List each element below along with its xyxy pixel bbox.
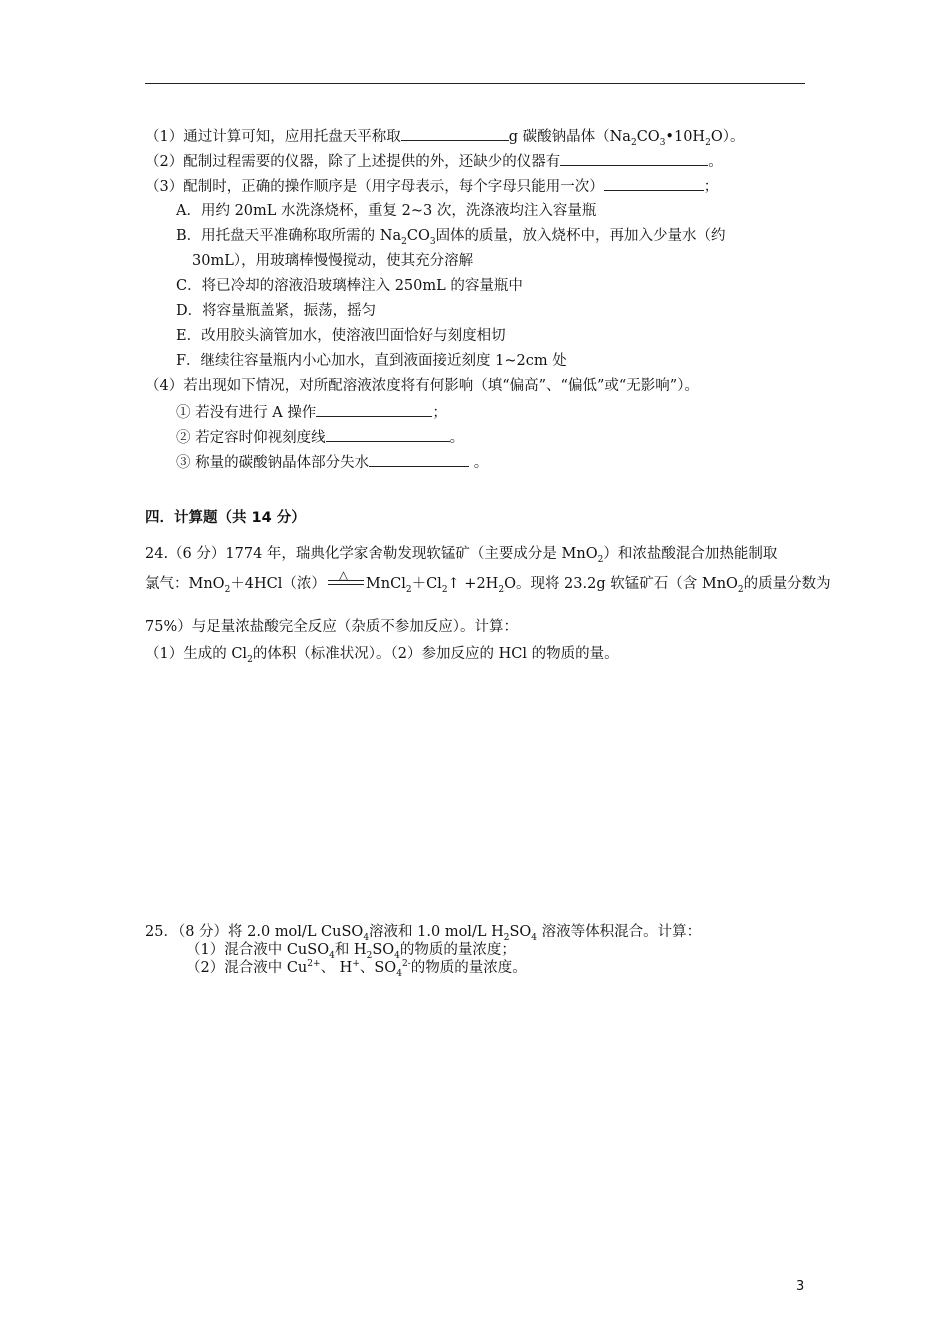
option-f: F．继续往容量瓶内小心加水，直到液面接近刻度 1~2cm 处 [176,353,567,369]
answer-blank[interactable] [326,427,450,442]
q24-eq-product-b: ＋Cl [411,576,442,592]
answer-blank[interactable] [604,176,704,191]
q25-sub1: （1）混合液中 CuSO [186,942,330,958]
header-rule [145,83,805,84]
item3-text-b: 。 [473,455,489,471]
q24-eq-text: 氯气：MnO [145,576,225,592]
subscript: 2 [401,236,407,247]
q24-line2-equation [145,568,831,595]
q24-line4 [145,644,619,664]
subscript: 2 [247,654,253,665]
q23-part4-item1 [176,402,447,423]
q23-part1-text-e: O）。 [710,129,745,145]
subscript: 2 [597,554,604,565]
q23-part4-item3 [176,452,488,473]
q25-line3 [186,958,527,978]
subscript: 2 [224,584,231,595]
answer-blank[interactable] [369,452,469,467]
q25-sub1-b: 和 H [334,942,367,958]
subscript: 2 [705,137,711,148]
q25-sub2-c: 、SO [359,960,397,976]
subscript: 3 [659,137,666,148]
subscript: 4 [531,932,538,943]
item2-text-b: 。 [449,430,465,446]
subscript: 4 [396,968,402,979]
page-number: 3 [796,1279,805,1294]
option-e: E．改用胶头滴管加水，使溶液凹面恰好与刻度相切 [176,328,506,344]
q25-text-c: SO [509,924,532,940]
q23-part1-text-c: CO [636,129,660,145]
q25-text-b: 溶液和 1.0 mol/L H [369,924,504,940]
q23-part3 [145,176,718,197]
option-b [176,226,726,246]
q24-eq-reactant: ＋4HCl（浓） [230,576,326,592]
subscript: 2 [366,950,373,961]
q24-sub-question: （1）生成的 Cl [145,646,248,662]
option-a: A．用约 20mL 水洗涤烧杯，重复 2~3 次，洗涤液均注入容量瓶 [176,203,597,219]
q23-part2 [145,151,723,172]
option-d: D．将容量瓶盖紧，振荡，摇匀 [176,303,377,319]
item1-text-b: ； [432,405,447,421]
subscript: 4 [363,932,370,943]
q25-sub1-c: SO [372,942,395,958]
option-c: C．将已冷却的溶液沿玻璃棒注入 250mL 的容量瓶中 [176,278,523,294]
q25-sub1-d: 的物质的量浓度； [399,942,516,958]
q25-line1 [145,922,701,942]
superscript: 2- [401,959,411,970]
answer-blank[interactable] [401,126,509,141]
q25-text-d: 溶液等体积混合。计算： [537,924,702,940]
subscript: 4 [329,950,335,961]
q25-sub2-d: 的物质的量浓度。 [410,960,527,976]
q23-part1-text-b: g 碳酸钠晶体（Na [508,129,631,145]
q25-text: 25．（8 分）将 2.0 mol/L CuSO [145,924,364,940]
item1-text: ① 若没有进行 A 操作 [176,405,317,421]
q25-sub2-b: 、 H [320,960,353,976]
answer-blank[interactable] [560,151,708,166]
subscript: 2 [441,584,448,595]
delta-heat-symbol: △ [338,568,349,582]
subscript: 2 [405,584,412,595]
subscript: 2 [498,584,505,595]
q24-sub-question-b: 的体积（标准状况）。（2）参加反应的 HCl 的物质的量。 [252,646,619,662]
q24-text: 24.（6 分）1774 年，瑞典化学家舍勒发现软锰矿（主要成分是 MnO [145,546,598,562]
answer-blank[interactable] [316,402,432,417]
subscript: 2 [737,584,744,595]
option-b-text: B．用托盘天平准确称取所需的 Na [176,228,402,244]
q24-eq-product-c: ↑ +2H [447,576,499,592]
subscript: 2 [503,932,510,943]
q25-sub2: （2）混合液中 Cu [186,960,308,976]
superscript: + [352,959,360,970]
subscript: 3 [429,236,436,247]
q24-text-b: ）和浓盐酸混合加热能制取 [603,546,778,562]
q23-part1-text-d: •10H [665,129,706,145]
q25-line2 [186,940,516,960]
q24-line1 [145,544,777,564]
q24-eq-product: MnCl [365,576,406,592]
q23-part1-text: （1）通过计算可知，应用托盘天平称取 [145,129,401,145]
heating-equals-sign [326,568,366,588]
q23-part4: （4）若出现如下情况，对所配溶液浓度将有何影响（填“偏高”、“偏低”或“无影响”）。 [145,378,699,394]
q23-part2-text-b: 。 [708,154,723,170]
q24-line3: 75%）与足量浓盐酸完全反应（杂质不参加反应）。计算： [145,619,518,635]
q23-part3-text-b: ； [703,179,719,195]
subscript: 2 [630,137,637,148]
item2-text: ② 若定容时仰视刻度线 [176,430,326,446]
section-heading: 四．计算题（共 14 分） [145,510,306,526]
q23-part2-text: （2）配制过程需要的仪器，除了上述提供的外，还缺少的仪器有 [145,154,561,170]
option-b-text-b: CO [406,228,430,244]
superscript: 2+ [307,959,321,970]
item3-text: ③ 称量的碳酸钠晶体部分失水 [176,455,370,471]
q24-text-c: O。现将 23.2g 软锰矿石（含 MnO [504,576,738,592]
q23-part1 [145,126,744,147]
option-b-text-c: 固体的质量，放入烧杯中，再加入少量水（约 [435,228,726,244]
q23-part4-item2 [176,427,464,448]
q23-part3-text: （3）配制时，正确的操作顺序是（用字母表示，每个字母只能用一次） [145,179,604,195]
option-b-continued: 30mL），用玻璃棒慢慢搅动，使其充分溶解 [192,253,474,269]
subscript: 4 [394,950,400,961]
q24-text-d: 的质量分数为 [743,576,831,592]
